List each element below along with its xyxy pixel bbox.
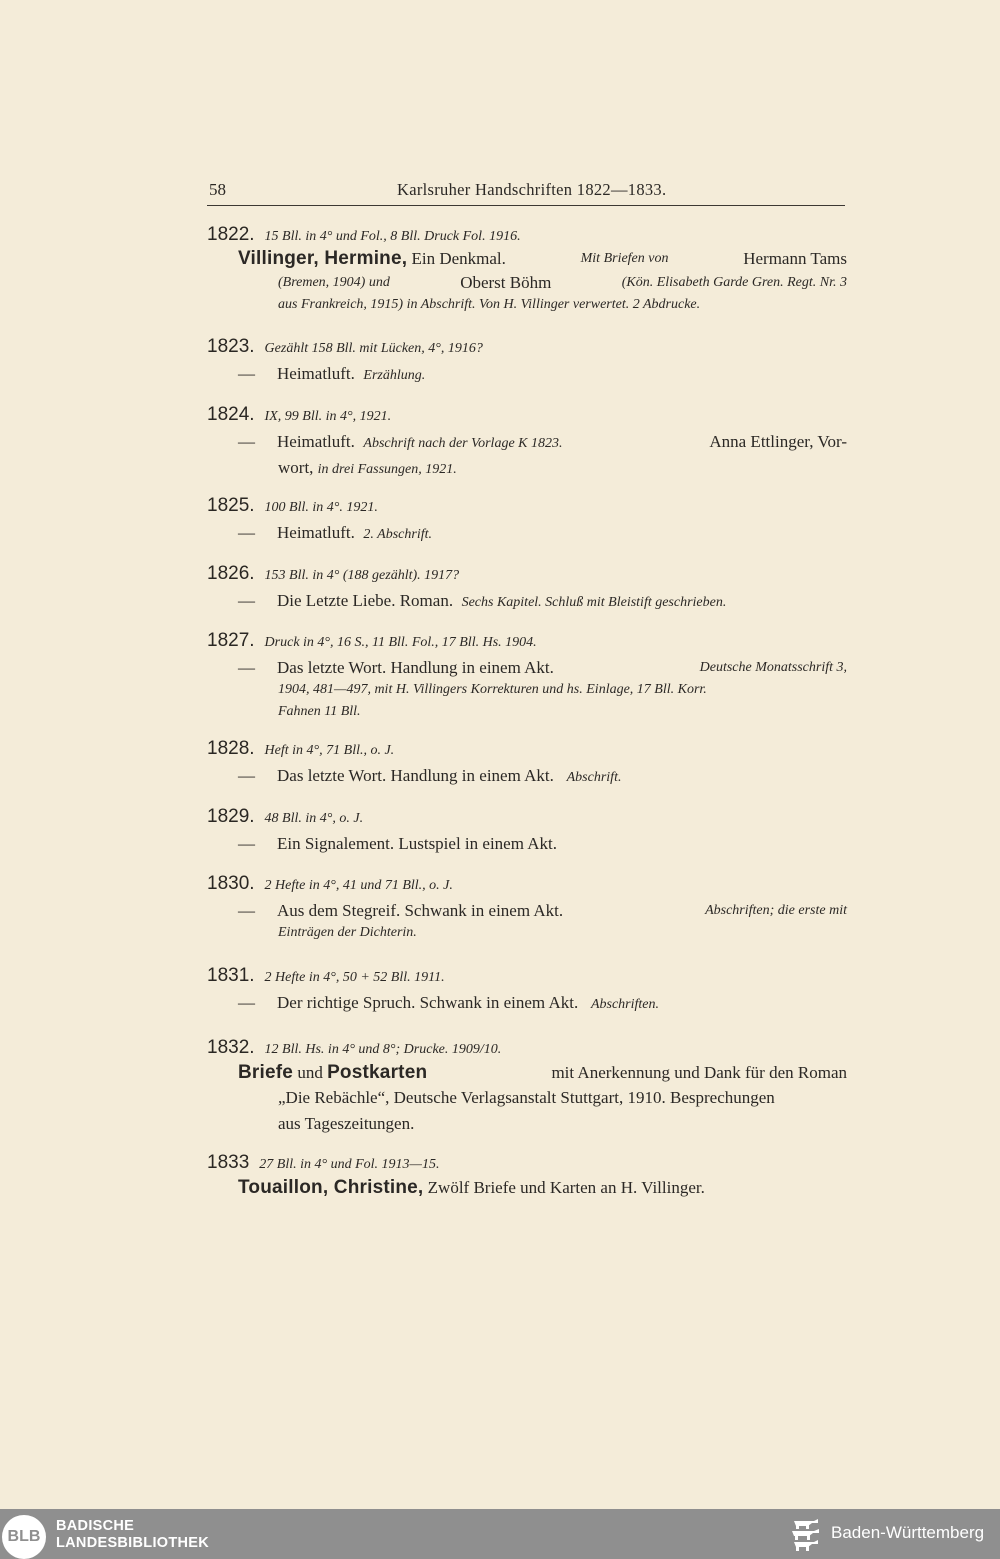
entry-1827 bbox=[207, 630, 847, 723]
entry-number: 1830. bbox=[207, 873, 255, 894]
entry-description: 153 Bll. in 4° (188 gezählt). 1917? bbox=[264, 568, 460, 583]
entry-description: 15 Bll. in 4° und Fol., 8 Bll. Druck Fol. 1916. bbox=[264, 229, 521, 244]
entry-number: 1831. bbox=[207, 965, 255, 986]
entry-number: 1824. bbox=[207, 404, 255, 425]
work-description: mit Anerkennung und Dank für den Roman bbox=[551, 1063, 847, 1082]
work-title: Heimatluft. bbox=[277, 523, 355, 542]
entry-note: Abschrift nach der Vorlage K 1823. bbox=[363, 436, 563, 451]
work-description: „Die Rebächle“, Deutsche Verlagsanstalt Stuttgart, 1910. Besprechungen bbox=[278, 1088, 775, 1107]
dash: — bbox=[238, 766, 255, 785]
continuation-text: wort, bbox=[278, 458, 314, 477]
entry-description: 2 Hefte in 4°, 50 + 52 Bll. 1911. bbox=[264, 970, 445, 985]
work-title: Das letzte Wort. Handlung in einem Akt. bbox=[277, 658, 554, 677]
entry-description: IX, 99 Bll. in 4°, 1921. bbox=[264, 409, 392, 424]
entry-note: in drei Fassungen, 1921. bbox=[317, 462, 457, 477]
library-name-line2: LANDESBIBLIOTHEK bbox=[56, 1535, 210, 1551]
entry-description: Druck in 4°, 16 S., 11 Bll. Fol., 17 Bll. Hs. 1904. bbox=[264, 635, 537, 650]
dash: — bbox=[238, 993, 255, 1012]
entry-1828 bbox=[207, 738, 847, 787]
entry-note: Abschrift. bbox=[566, 770, 622, 785]
connector-word: und bbox=[297, 1063, 323, 1082]
dash: — bbox=[238, 901, 255, 920]
heading-word: Briefe bbox=[238, 1062, 294, 1083]
person-name: Hermann Tams bbox=[743, 249, 847, 268]
stag-lions-coat-of-arms-icon bbox=[790, 1517, 822, 1553]
entry-note: Abschriften. bbox=[590, 997, 660, 1012]
blb-logo-text: BLB bbox=[7, 1528, 41, 1545]
entry-1833 bbox=[207, 1152, 847, 1202]
entry-note: Einträgen der Dichterin. bbox=[278, 925, 417, 940]
entry-number: 1827. bbox=[207, 630, 255, 651]
entry-1832 bbox=[207, 1037, 847, 1135]
entry-number: 1829. bbox=[207, 806, 255, 827]
entry-description: 48 Bll. in 4°, o. J. bbox=[264, 811, 364, 826]
entry-1831 bbox=[207, 965, 847, 1014]
work-title: Aus dem Stegreif. Schwank in einem Akt. bbox=[277, 901, 564, 920]
state-name[interactable]: Baden-Württemberg bbox=[831, 1523, 985, 1542]
dash: — bbox=[238, 658, 255, 677]
dash: — bbox=[238, 523, 255, 542]
entry-1829 bbox=[207, 806, 847, 855]
entry-1826 bbox=[207, 563, 847, 612]
page-header bbox=[207, 176, 845, 206]
entry-1824 bbox=[207, 404, 847, 479]
blb-logo-icon[interactable] bbox=[2, 1515, 46, 1559]
work-title: Heimatluft. bbox=[277, 364, 355, 383]
entry-number: 1832. bbox=[207, 1037, 255, 1058]
entry-1830 bbox=[207, 873, 847, 944]
entry-description: 27 Bll. in 4° und Fol. 1913—15. bbox=[259, 1157, 440, 1172]
person-name: Oberst Böhm bbox=[460, 273, 552, 292]
entry-note: 2. Abschrift. bbox=[363, 527, 432, 542]
author-name: Touaillon, Christine, bbox=[238, 1177, 424, 1198]
library-name-line1: BADISCHE bbox=[56, 1518, 135, 1534]
entry-description: 100 Bll. in 4°. 1921. bbox=[264, 500, 378, 515]
entry-1822 bbox=[207, 224, 847, 316]
entry-description: Heft in 4°, 71 Bll., o. J. bbox=[264, 743, 395, 758]
heading-word: Postkarten bbox=[327, 1062, 428, 1083]
entry-number: 1828. bbox=[207, 738, 255, 759]
page-number: 58 bbox=[209, 180, 226, 199]
entry-1823 bbox=[207, 336, 847, 385]
dash: — bbox=[238, 432, 255, 451]
entry-number: 1826. bbox=[207, 563, 255, 584]
entry-number: 1833 bbox=[207, 1152, 250, 1173]
entry-number: 1822. bbox=[207, 224, 255, 245]
entry-description: 12 Bll. Hs. in 4° und 8°; Drucke. 1909/10. bbox=[264, 1042, 502, 1057]
entry-note: Abschriften; die erste mit bbox=[705, 903, 847, 918]
entry-1825 bbox=[207, 495, 847, 544]
library-name[interactable] bbox=[56, 1518, 209, 1552]
entry-note: Fahnen 11 Bll. bbox=[278, 704, 361, 719]
entry-note: Deutsche Monatsschrift 3, bbox=[699, 660, 847, 675]
entry-number: 1825. bbox=[207, 495, 255, 516]
work-description: Zwölf Briefe und Karten an H. Villinger. bbox=[427, 1178, 705, 1197]
work-title: Das letzte Wort. Handlung in einem Akt. bbox=[277, 766, 554, 785]
author-name: Villinger, Hermine, bbox=[238, 248, 408, 269]
entry-note: (Bremen, 1904) und bbox=[278, 275, 390, 290]
dash: — bbox=[238, 834, 255, 853]
work-title: Ein Signalement. Lustspiel in einem Akt. bbox=[277, 834, 557, 853]
entry-note: 1904, 481—497, mit H. Villingers Korrekturen und hs. Einlage, 17 Bll. Korr. bbox=[278, 682, 707, 697]
entry-description: Gezählt 158 Bll. mit Lücken, 4°, 1916? bbox=[264, 341, 483, 356]
entry-number: 1823. bbox=[207, 336, 255, 357]
work-title: Heimatluft. bbox=[277, 432, 355, 451]
work-title: Die Letzte Liebe. Roman. bbox=[277, 591, 454, 610]
dash: — bbox=[238, 364, 255, 383]
dash: — bbox=[238, 591, 255, 610]
person-name: Anna Ettlinger, Vor- bbox=[709, 432, 847, 451]
entry-note: (Kön. Elisabeth Garde Gren. Regt. Nr. 3 bbox=[621, 275, 847, 290]
work-description: aus Tageszeitungen. bbox=[278, 1114, 415, 1133]
footer-bar bbox=[0, 1509, 1000, 1559]
entry-note: Mit Briefen von bbox=[580, 251, 669, 266]
entry-note: Sechs Kapitel. Schluß mit Bleistift geschrieben. bbox=[461, 595, 727, 610]
work-title: Der richtige Spruch. Schwank in einem Akt. bbox=[277, 993, 579, 1012]
running-title: Karlsruher Handschriften 1822—1833. bbox=[397, 180, 667, 199]
work-title: Ein Denkmal. bbox=[411, 249, 506, 268]
entry-note: aus Frankreich, 1915) in Abschrift. Von H. Villinger verwertet. 2 Abdrucke. bbox=[278, 297, 701, 312]
entry-note: Erzählung. bbox=[363, 368, 426, 383]
entry-description: 2 Hefte in 4°, 41 und 71 Bll., o. J. bbox=[264, 878, 453, 893]
